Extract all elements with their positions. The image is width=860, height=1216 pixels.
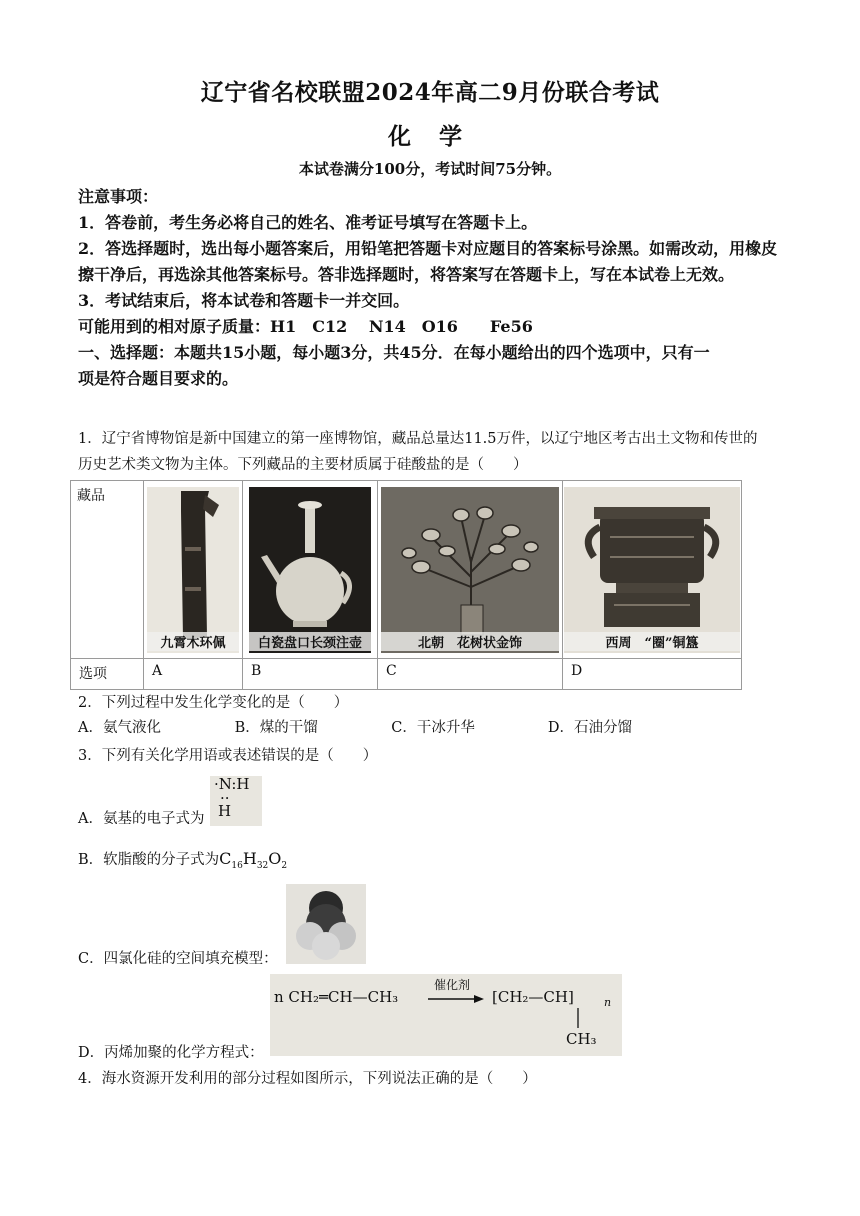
artifact-image-b xyxy=(249,487,371,653)
equation-branch: CH₃ xyxy=(566,1030,597,1048)
notes-section xyxy=(78,184,790,392)
exam-meta: 本试卷满分100分，考试时间75分钟。 xyxy=(298,160,562,178)
option-c: C xyxy=(378,659,563,690)
q2-option-d: D．石油分馏 xyxy=(547,720,632,736)
table-row-label-options: 选项 xyxy=(71,659,144,690)
table-row-label-items: 藏品 xyxy=(71,481,144,659)
amino-formula-top: ·N:H xyxy=(214,775,250,793)
question-3-stem: 3．下列有关化学用语或表述错误的是（ ） xyxy=(78,748,378,764)
palmitic-acid-formula xyxy=(219,849,288,872)
note-item-1: 1．答卷前，考生务必将自己的姓名、准考证号填写在答题卡上。 xyxy=(78,213,538,232)
q3-option-b-text: B．软脂酸的分子式为 xyxy=(78,852,220,868)
question-2-stem: 2．下列过程中发生化学变化的是（ ） xyxy=(78,695,349,711)
gold-tree-ornament-image xyxy=(381,487,559,653)
formula-c: C xyxy=(219,849,232,868)
artifact-caption-d: 西周 “圈”铜簋 xyxy=(564,632,740,651)
q2-option-a: A．氨气液化 xyxy=(78,720,161,736)
notes-heading: 注意事项： xyxy=(78,187,159,206)
option-b: B xyxy=(243,659,378,690)
artifact-image-c xyxy=(381,487,559,653)
bronze-gui-image xyxy=(564,487,740,653)
note-item-2: 2．答选择题时，选出每小题答案后，用铅笔把答题卡对应题目的答案标号涂黑。如需改动，用橡皮擦干净后，再选涂其他答案标号。答非选择题时，将答案写在答题卡上，写在本试卷上无效。 xyxy=(78,239,778,284)
artifact-caption-b: 白瓷盘口长颈注壶 xyxy=(249,632,371,651)
question-2-options xyxy=(78,716,632,737)
artifact-cell-a xyxy=(144,481,243,659)
porcelain-ewer-image xyxy=(249,487,371,653)
exam-title: 辽宁省名校联盟2024年高二9月份联合考试 xyxy=(200,79,660,106)
branch-bond-icon xyxy=(576,1008,580,1028)
q3-option-a: A．氨基的电子式为 xyxy=(78,811,205,827)
equation-n: n xyxy=(604,996,612,1009)
atomic-masses: 可能用到的相对原子质量：H1 C12 N14 O16 Fe56 xyxy=(78,317,533,336)
wooden-pendant-image xyxy=(147,487,239,653)
question-4-stem: 4．海水资源开发利用的部分过程如图所示，下列说法正确的是（ ） xyxy=(78,1071,537,1087)
equation-left: n CH₂═CH—CH₃ xyxy=(274,988,399,1006)
formula-h: H xyxy=(242,849,257,868)
artifact-cell-b xyxy=(243,481,378,659)
artifact-image-a xyxy=(147,487,239,653)
amino-formula-bottom: H xyxy=(218,802,232,820)
artifact-image-d xyxy=(564,487,740,653)
catalyst-label: 催化剂 xyxy=(434,978,471,992)
q1-line-1: 1．辽宁省博物馆是新中国建立的第一座博物馆，藏品总量达11.5万件，以辽宁地区考古出土文物和传世的 xyxy=(78,431,758,447)
q3-option-c: C．四氯化硅的空间填充模型： xyxy=(78,951,278,967)
q3-option-d: D．丙烯加聚的化学方程式： xyxy=(78,1045,264,1061)
option-a: A xyxy=(144,659,243,690)
artifact-table xyxy=(70,480,742,690)
equation-right: [CH₂—CH] xyxy=(492,988,574,1006)
option-d: D xyxy=(563,659,742,690)
note-item-3: 3．考试结束后，将本试卷和答题卡一并交回。 xyxy=(78,291,410,310)
subject-title: 化 学 xyxy=(387,123,472,150)
q1-line-2: 历史艺术类文物为主体。下列藏品的主要材质属于硅酸盐的是（ ） xyxy=(78,457,528,473)
artifact-caption-c: 北朝 花树状金饰 xyxy=(381,632,559,651)
amino-electron-formula xyxy=(210,776,262,826)
amino-formula-dots: ·· xyxy=(220,789,230,807)
formula-h-count: 32 xyxy=(256,861,269,872)
q3-option-b xyxy=(78,846,790,879)
artifact-caption-a: 九霄木环佩 xyxy=(147,632,239,651)
formula-c-count: 16 xyxy=(231,861,243,872)
artifact-cell-d xyxy=(563,481,742,659)
q2-option-b: B．煤的干馏 xyxy=(234,720,318,736)
reaction-arrow-icon xyxy=(428,994,486,1004)
formula-o: O xyxy=(268,849,282,868)
artifact-cell-c xyxy=(378,481,563,659)
section1-heading-2: 项是符合题目要求的。 xyxy=(78,369,239,388)
formula-o-count: 2 xyxy=(281,861,288,872)
question-1-stem xyxy=(78,426,790,478)
section1-heading-1: 一、选择题：本题共15小题，每小题3分，共45分．在每小题给出的四个选项中，只有一 xyxy=(78,343,710,362)
q2-option-c: C．干冰升华 xyxy=(391,720,475,736)
